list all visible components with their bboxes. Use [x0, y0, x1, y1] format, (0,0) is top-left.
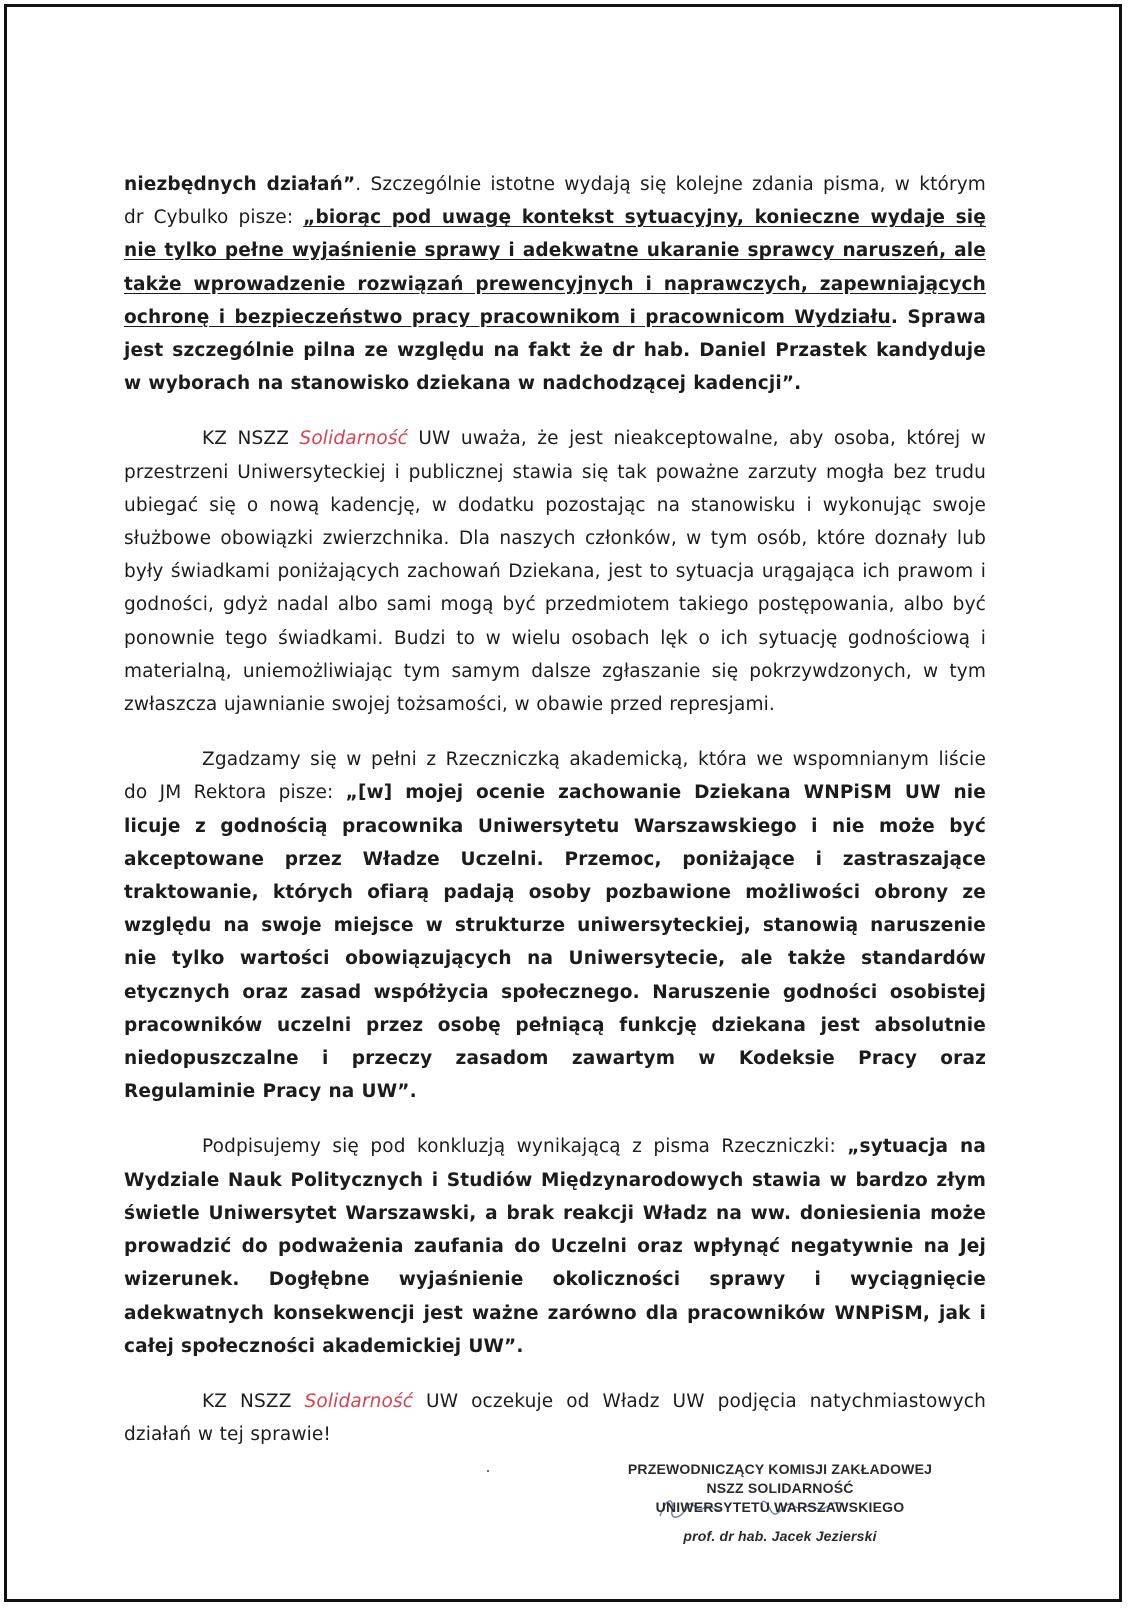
text-run: Zgadzamy się w pełni z Rzeczniczką akademicką, która we wspomnianym liście do JM Rektora pisze: — [124, 749, 986, 804]
paragraph — [124, 743, 986, 1108]
underlined-quote: „biorąc pod uwagę kontekst sytuacyjny, konieczne wydaje się nie tylko pełne wyjaśnienie sprawy i adekwatne ukaranie sprawcy naruszeń, ale także wprowadzenie rozwiązań prewencyjnych i naprawczych, zapewniających ochronę i bezpieczeństwo pracy pracownikom i pracownicom Wydziału — [124, 207, 986, 328]
text-run: KZ NSZZ — [202, 1390, 305, 1412]
text-run: Podpisujemy się pod konkluzją wynikającą z pisma Rzeczniczki: — [202, 1136, 848, 1158]
text-run: UW oczekuje od Władz UW podjęcia natychmiastowych działań w tej sprawie! — [124, 1390, 986, 1446]
paragraph — [124, 422, 986, 721]
text-run: KZ NSZZ — [202, 428, 300, 450]
bold-text: „[w] mojej ocenie zachowanie Dziekana WNPiSM UW nie licuje z godnością pracownika Uniwersytetu Warszawskiego i nie może być akceptowane przez Władze Uczelni. Przemoc, poniżające i zastraszające traktowanie, których ofiarą padają osoby pozbawione możliwości obrony ze względu na swoje miejsce w strukturze uniwersyteckiej, stanowią naruszenie nie tylko wartości obowiązujących na Uniwersytecie, ale także standardów etycznych oraz zasad współżycia społecznego. Naruszenie godności osobistej pracowników uczelni przez osobę pełniącą funkcję dziekana jest absolutnie niedopuszczalne i przeczy zasadom zawartym w Kodeksie Pracy oraz Regulaminie Pracy na UW”. — [124, 782, 986, 1103]
solidarnosc-text: Solidarność — [304, 1390, 414, 1412]
bold-text: . Sprawa jest szczególnie pilna ze względu na fakt że dr hab. Daniel Przastek kandyduje w wyborach na stanowisko dziekana w nadchodzącej kadencji”. — [124, 306, 986, 395]
text-run: UW uważa, że jest nieakceptowalne, aby osoba, której w przestrzeni Uniwersyteckiej i publicznej stawia się tak poważne zarzuty mogła bez trudu ubiegać się o nową kadencję, w dodatku pozostając na stanowisku i wykonując swoje służbowe obowiązki zwierzchnika. Dla naszych członków, w tym osób, które doznały lub były świadkami poniżających zachowań Dziekana, jest to sytuacja urągająca ich prawom i godności, gdyż nadal albo sami mogą być przedmiotem takiego postępowania, albo być ponownie tego świadkami. Budzi to w wielu osobach lęk o ich sytuację godnościową i materialną, uniemożliwiając tym samym dalsze zgłaszanie się pokrzywdzonych, w tym zwłaszcza ujawnianie swojej tożsamości, w obawie przed represjami. — [124, 428, 986, 716]
paragraph — [124, 1130, 986, 1362]
bold-text: niezbędnych działań” — [124, 174, 356, 195]
signature-block — [600, 1460, 960, 1546]
stray-dot — [487, 1470, 489, 1472]
letter-body — [124, 168, 986, 1473]
signature-title: PRZEWODNICZĄCY KOMISJI ZAKŁADOWEJ — [627, 1461, 933, 1477]
bold-text: „sytuacja na Wydziale Nauk Politycznych i Studiów Międzynarodowych stawia w bardzo złym świetle Uniwersytet Warszawski, a brak reakcji Władz na ww. doniesienia może prowadzić do podważenia zaufania do Uczelni oraz wpłynąć negatywnie na Jej wizerunek. Dogłębne wyjaśnienie okoliczności sprawy i wyciągnięcie adekwatnych konsekwencji jest ważne zarówno dla pracowników WNPiSM, jak i całej społeczności akademickiej UW”. — [124, 1136, 987, 1357]
signature-name: prof. dr hab. Jacek Jezierski — [683, 1528, 877, 1544]
signature-union: NSZZ SOLIDARNOŚĆ — [706, 1480, 854, 1496]
solidarnosc-text: Solidarność — [299, 428, 408, 450]
text-run: . Szczególnie istotne wydają się kolejne zdania pisma, w którym dr Cybulko pisze: — [124, 174, 986, 229]
paragraph — [124, 168, 986, 400]
paragraph — [124, 1385, 986, 1451]
signature-university: UNIWERSYTETU WARSZAWSKIEGO — [655, 1499, 905, 1515]
